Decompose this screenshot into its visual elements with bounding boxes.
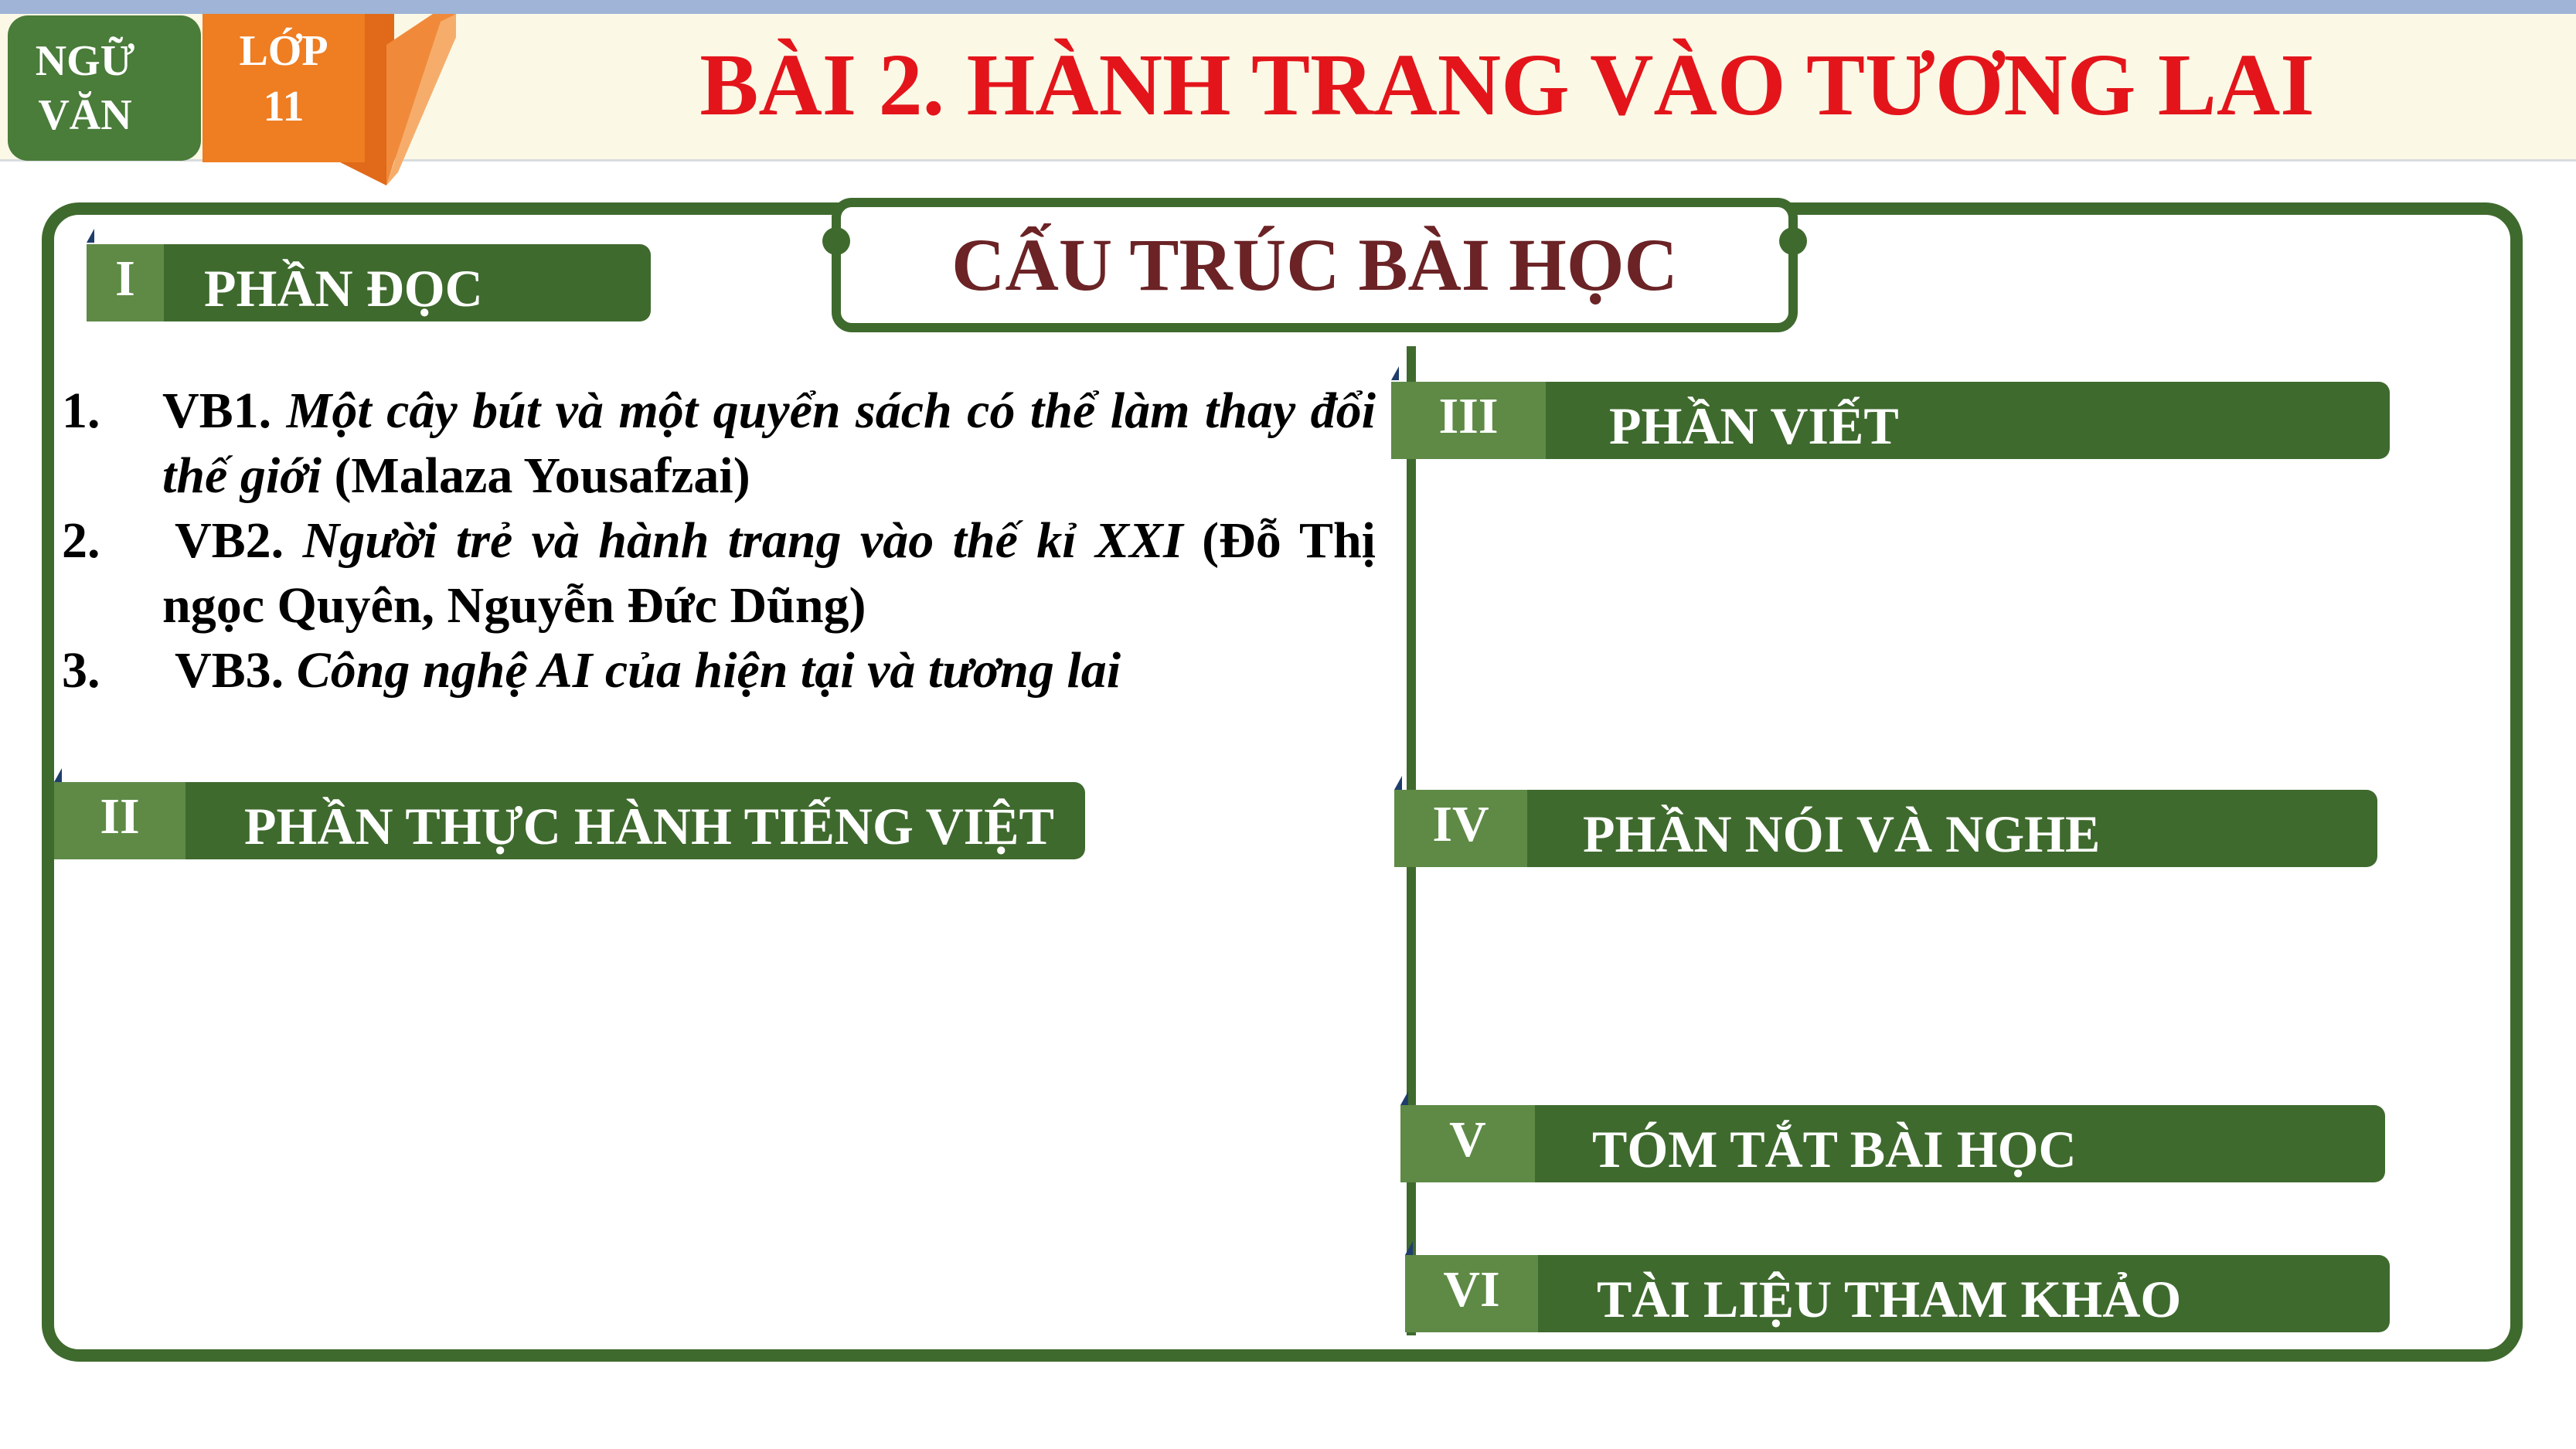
section-number: V	[1400, 1105, 1535, 1182]
section-reading	[87, 244, 651, 321]
section-label: PHẦN VIẾT	[1609, 396, 1899, 455]
grade-line-1: LỚP	[239, 27, 328, 75]
reading-list	[62, 379, 1376, 703]
list-item-title: Người trẻ và hành trang vào thế kỉ XXI	[302, 512, 1183, 569]
subject-line-1: NGỮ	[35, 37, 135, 85]
list-item-number: 1.	[62, 383, 100, 439]
list-item-number: 2.	[62, 512, 100, 569]
list-item-author: (Malaza Yousafzai)	[334, 447, 750, 504]
section-speaking-listening	[1394, 790, 2377, 867]
section-vietnamese-practice	[54, 782, 1085, 859]
list-item-code: VB3.	[175, 642, 284, 699]
section-label: PHẦN NÓI VÀ NGHE	[1583, 804, 2101, 863]
section-number: VI	[1405, 1255, 1538, 1332]
section-number: IV	[1394, 790, 1527, 867]
structure-title-box	[832, 198, 1798, 332]
list-item	[62, 379, 1376, 509]
list-item-code: VB1.	[162, 383, 272, 439]
section-corner-marker	[1391, 366, 1399, 380]
section-corner-marker	[87, 229, 94, 243]
section-corner-marker	[1405, 1241, 1413, 1255]
structure-box-left-dot	[822, 227, 850, 255]
subject-badge	[8, 15, 201, 161]
section-references	[1405, 1255, 2390, 1332]
section-label: TÓM TẮT BÀI HỌC	[1592, 1120, 2077, 1179]
grade-line-2: 11	[263, 83, 305, 131]
section-corner-marker	[1394, 776, 1402, 790]
top-accent-line	[0, 0, 2576, 14]
page-title: BÀI 2. HÀNH TRANG VÀO TƯƠNG LAI	[699, 36, 2315, 134]
list-item	[62, 638, 1376, 703]
section-corner-marker	[54, 768, 62, 782]
section-corner-marker	[1400, 1091, 1408, 1105]
section-number: II	[54, 782, 185, 859]
section-label: TÀI LIỆU THAM KHẢO	[1597, 1270, 2182, 1328]
section-writing	[1391, 382, 2390, 459]
section-number: I	[87, 244, 164, 321]
list-item-title: Công nghệ AI của hiện tại và tương lai	[296, 642, 1121, 699]
structure-box-right-dot	[1779, 227, 1807, 255]
list-item-number: 3.	[62, 642, 100, 699]
section-number: III	[1391, 382, 1546, 459]
grade-badge	[202, 14, 365, 162]
subject-line-2: VĂN	[38, 91, 132, 139]
list-item	[62, 509, 1376, 638]
section-label: PHẦN THỰC HÀNH TIẾNG VIỆT	[244, 797, 1054, 855]
section-lesson-summary	[1400, 1105, 2385, 1182]
list-item-title: Một cây bút và một quyển sách có thể làm thay đổi thế giới	[162, 383, 1376, 504]
section-label: PHẦN ĐỌC	[204, 259, 483, 318]
list-item-author: (Đỗ Thị ngọc Quyên, Nguyễn Đức Dũng)	[162, 512, 1376, 634]
list-item-code: VB2.	[175, 512, 284, 569]
structure-title: CẤU TRÚC BÀI HỌC	[951, 223, 1678, 306]
